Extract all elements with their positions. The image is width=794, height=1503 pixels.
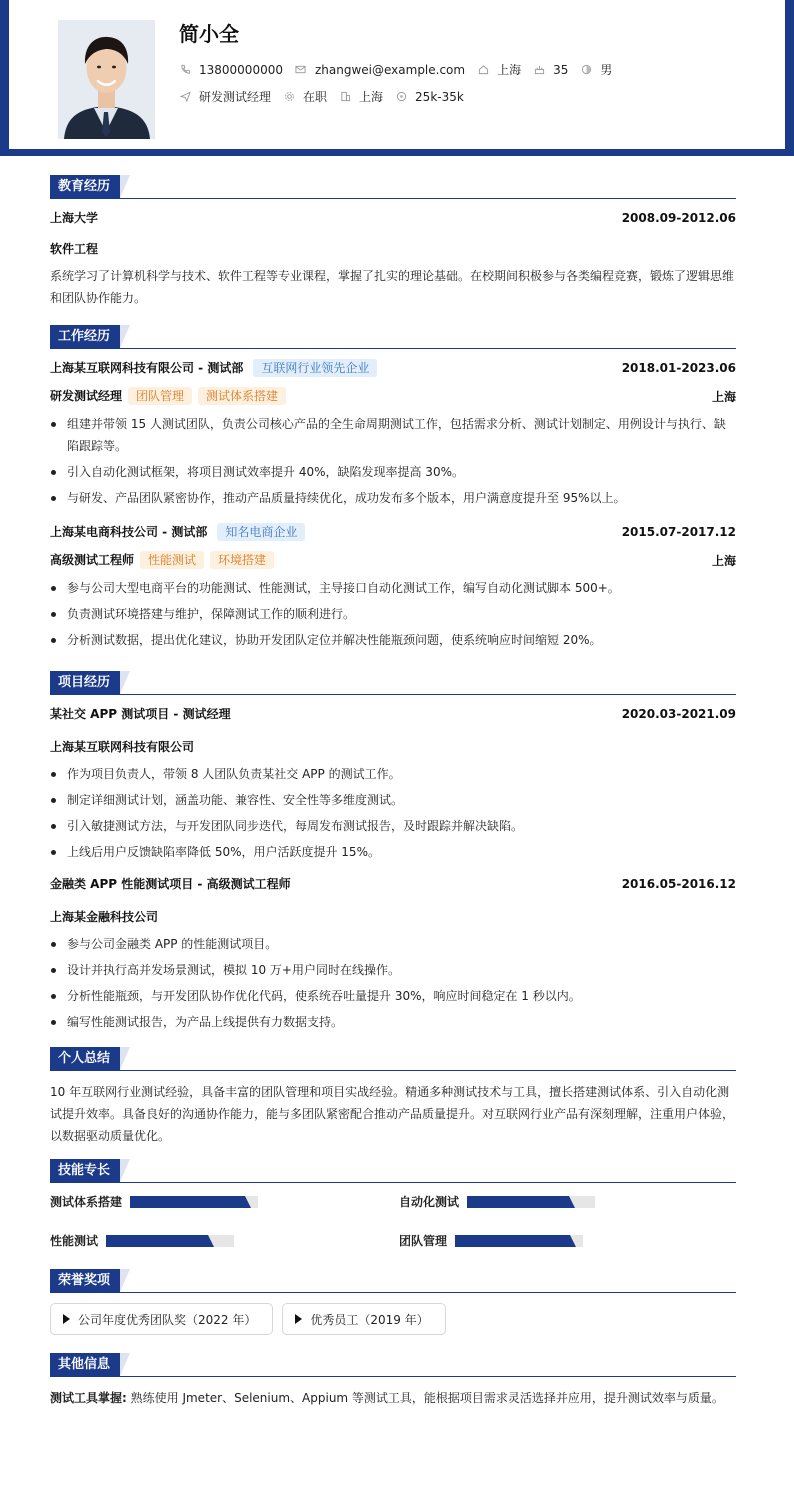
header-frame-right — [785, 0, 794, 152]
award-label: 公司年度优秀团队奖（2022 年） — [78, 1312, 257, 1327]
company-name: 上海某互联网科技有限公司 - 测试部 — [50, 361, 244, 375]
education-major-row — [50, 240, 736, 257]
contact-row — [179, 61, 624, 78]
send-icon — [179, 91, 191, 103]
skill-name: 团队管理 — [399, 1234, 448, 1248]
company-tag: 互联网行业领先企业 — [253, 359, 377, 377]
company-tag: 知名电商企业 — [217, 523, 305, 541]
section-title: 项目经历 — [50, 671, 120, 694]
other-text: 熟练使用 Jmeter、Selenium、Appium 等测试工具，能根据项目需求灵活选择并应用，提升测试效率与质量。 — [130, 1391, 724, 1405]
section-title: 其他信息 — [50, 1353, 120, 1376]
skills-grid — [50, 1193, 736, 1249]
city-value: 上海 — [497, 63, 522, 77]
section-header-skills — [50, 1159, 736, 1183]
list-item: 上线后用户反馈缺陷率降低 50%，用户活跃度提升 15%。 — [50, 841, 736, 863]
skill-bar — [106, 1235, 234, 1247]
list-item: 分析性能瓶颈，与开发团队协作优化代码，使系统吞吐量提升 30%，响应时间稳定在 1 秒以内。 — [50, 985, 736, 1007]
section-header-other — [50, 1353, 736, 1377]
profile-photo — [58, 20, 155, 139]
education-header — [50, 209, 736, 226]
section-header-education — [50, 175, 736, 199]
gender-icon — [580, 64, 592, 76]
salary-item — [395, 90, 464, 104]
section-header-summary — [50, 1047, 736, 1071]
resume-body — [50, 175, 736, 1409]
section-header-projects — [50, 671, 736, 695]
project-org-row — [50, 738, 736, 755]
status-value: 在职 — [303, 90, 328, 104]
project-header — [50, 875, 736, 892]
section-title: 工作经历 — [50, 325, 120, 348]
award-label: 优秀员工（2019 年） — [310, 1312, 429, 1327]
section-title: 荣誉奖项 — [50, 1269, 120, 1292]
skill-tag: 环境搭建 — [210, 551, 274, 569]
list-item: 作为项目负责人，带领 8 人团队负责某社交 APP 的测试工作。 — [50, 763, 736, 785]
award-item — [50, 1303, 273, 1335]
list-item: 制定详细测试计划，涵盖功能、兼容性、安全性等多维度测试。 — [50, 789, 736, 811]
education-date: 2008.09-2012.06 — [621, 210, 736, 225]
skill-fill — [455, 1235, 570, 1247]
age-value: 35 — [553, 62, 569, 77]
project-entry — [50, 705, 736, 863]
other-label: 测试工具掌握: — [50, 1391, 127, 1405]
list-item: 引入敏捷测试方法，与开发团队同步迭代，每周发布测试报告，及时跟踪并解决缺陷。 — [50, 815, 736, 837]
project-entry — [50, 875, 736, 1033]
job-title: 高级测试工程师 — [50, 553, 135, 567]
skill-name: 测试体系搭建 — [50, 1195, 123, 1209]
job-title: 研发测试经理 — [50, 389, 123, 403]
work-entry — [50, 359, 736, 509]
money-icon — [395, 91, 407, 103]
list-item: 与研发、产品团队紧密协作，推动产品质量持续优化，成功发布多个版本，用户满意度提升至 95%以上。 — [50, 487, 736, 509]
gender-item — [580, 61, 612, 78]
candidate-name: 简小全 — [179, 22, 239, 46]
skill-bar — [130, 1196, 258, 1208]
skill-bar — [467, 1196, 595, 1208]
project-org: 上海某金融科技公司 — [50, 910, 159, 924]
list-item: 分析测试数据，提出优化建议，协助开发团队定位并解决性能瓶颈问题，使系统响应时间缩短 20%。 — [50, 629, 736, 651]
work-date: 2015.07-2017.12 — [621, 525, 736, 539]
skill-tag: 性能测试 — [140, 551, 204, 569]
work-bullets — [50, 577, 736, 651]
project-date: 2020.03-2021.09 — [621, 706, 736, 721]
email-value: zhangwei@example.com — [314, 62, 466, 77]
education-description: 系统学习了计算机科学与技术、软件工程等专业课程，掌握了扎实的理论基础。在校期间积极参与各类编程竞赛，锻炼了逻辑思维和团队协作能力。 — [50, 269, 735, 305]
list-item: 编写性能测试报告，为产品上线提供有力数据支持。 — [50, 1011, 736, 1033]
work-company-row — [50, 359, 736, 377]
triangle-icon — [295, 1314, 302, 1324]
list-item: 参与公司金融类 APP 的性能测试项目。 — [50, 933, 736, 955]
work-bullets — [50, 413, 736, 509]
age-item — [533, 63, 568, 77]
work-title — [50, 387, 286, 405]
gender-value: 男 — [600, 63, 613, 77]
list-item: 参与公司大型电商平台的功能测试、性能测试，主导接口自动化测试工作，编写自动化测试脚本 500+。 — [50, 577, 736, 599]
list-item: 负责测试环境搭建与维护，保障测试工作的顺利进行。 — [50, 603, 736, 625]
header-frame-bottom — [0, 149, 794, 156]
skill-fill — [130, 1196, 245, 1208]
home-icon — [477, 64, 489, 76]
skill-item — [50, 1232, 399, 1249]
skill-fill — [467, 1196, 569, 1208]
cake-icon — [533, 64, 545, 76]
project-bullets — [50, 763, 736, 863]
list-item: 组建并带领 15 人测试团队，负责公司核心产品的全生命周期测试工作，包括需求分析、测试计划制定、用例设计与执行、缺陷跟踪等。 — [50, 413, 736, 457]
work-location: 上海 — [711, 553, 736, 568]
mail-icon — [295, 64, 307, 76]
section-title: 教育经历 — [50, 175, 120, 198]
skill-fill — [106, 1235, 208, 1247]
skill-name: 性能测试 — [50, 1234, 99, 1248]
company-name: 上海某电商科技公司 - 测试部 — [50, 525, 208, 539]
section-header-work — [50, 325, 736, 349]
list-item: 引入自动化测试框架，将项目测试效率提升 40%，缺陷发现率提高 30%。 — [50, 461, 736, 483]
awards-list — [50, 1303, 736, 1335]
project-header — [50, 705, 736, 722]
work-location: 上海 — [711, 389, 736, 404]
phone-item — [179, 63, 283, 77]
award-item — [282, 1303, 445, 1335]
salary-value: 25k-35k — [415, 89, 464, 104]
gear-icon — [283, 91, 295, 103]
work-title-row — [50, 551, 736, 569]
triangle-icon — [63, 1314, 70, 1324]
work-title-row — [50, 387, 736, 405]
other-info — [50, 1387, 736, 1409]
header-frame-left — [0, 0, 9, 152]
city-item — [477, 61, 521, 78]
phone-icon — [179, 64, 191, 76]
skill-name: 自动化测试 — [399, 1195, 460, 1209]
section-title: 技能专长 — [50, 1159, 120, 1182]
work-title — [50, 551, 274, 569]
target-city-value: 上海 — [359, 90, 384, 104]
major-name: 软件工程 — [50, 242, 99, 256]
target-city-item — [339, 88, 383, 105]
skill-bar — [455, 1235, 583, 1247]
project-name: 某社交 APP 测试项目 - 测试经理 — [50, 707, 231, 721]
position-item — [179, 88, 271, 105]
phone-value: 13800000000 — [199, 62, 283, 77]
building-icon — [339, 91, 351, 103]
email-item — [295, 63, 465, 77]
section-header-awards — [50, 1269, 736, 1293]
project-bullets — [50, 933, 736, 1033]
work-entry — [50, 523, 736, 651]
work-company — [50, 359, 377, 377]
skill-item — [399, 1193, 736, 1210]
work-date: 2018.01-2023.06 — [621, 361, 736, 375]
position-value: 研发测试经理 — [199, 90, 272, 104]
job-intent-row — [179, 88, 476, 105]
skill-tag: 团队管理 — [128, 387, 192, 405]
skill-tag: 测试体系搭建 — [198, 387, 286, 405]
status-item — [283, 88, 327, 105]
work-company-row — [50, 523, 736, 541]
project-date: 2016.05-2016.12 — [621, 876, 736, 891]
skill-item — [50, 1193, 399, 1210]
section-title: 个人总结 — [50, 1047, 120, 1070]
list-item: 设计并执行高并发场景测试，模拟 10 万+用户同时在线操作。 — [50, 959, 736, 981]
school-name: 上海大学 — [50, 211, 99, 225]
project-name: 金融类 APP 性能测试项目 - 高级测试工程师 — [50, 877, 291, 891]
project-org-row — [50, 908, 736, 925]
summary-text: 10 年互联网行业测试经验，具备丰富的团队管理和项目实战经验。精通多种测试技术与工具，擅长搭建测试体系、引入自动化测试提升效率。具备良好的沟通协作能力，能与多团队紧密配合推动产品质量提升。对互联网行业产品有深刻理解，注重用户体验，以数据驱动质量优化。 — [50, 1085, 735, 1143]
work-company — [50, 523, 305, 541]
skill-item — [399, 1232, 736, 1249]
project-org: 上海某互联网科技有限公司 — [50, 740, 195, 754]
